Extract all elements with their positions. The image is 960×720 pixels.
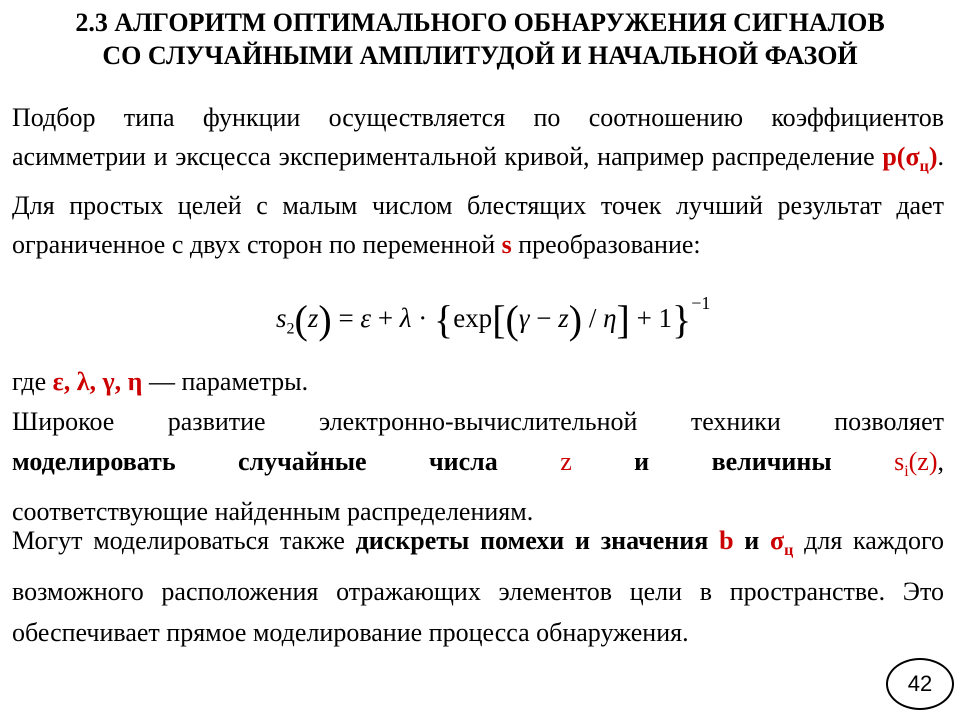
f-pow: −1 [691, 293, 711, 313]
paragraph-params [12, 366, 944, 398]
f-z1: z [307, 303, 319, 333]
f-s: s [276, 303, 287, 333]
f-z2: z [558, 303, 569, 333]
transform-formula [276, 293, 710, 343]
discretes-lead: Могут моделироваться также [12, 526, 356, 555]
params-tail: — параметры. [142, 367, 309, 396]
params-lead: где [12, 367, 53, 396]
slide-title [0, 6, 960, 72]
f-plus1: + [371, 303, 400, 333]
modeling-line-2 [12, 442, 944, 492]
modeling-comma: , [937, 447, 944, 476]
intro-text-1: Подбор типа функции осуществляется по соотношению коэффициентов асимметрии и эксцесса экспериментальной кривой, например распределение [12, 103, 944, 171]
modeling-line-1: Широкое развитие электронно-вычислительной техники позволяет [12, 407, 944, 436]
f-lbrace: { [434, 297, 454, 342]
f-sub2: 2 [286, 320, 295, 338]
f-lp2: ( [505, 297, 519, 342]
discretes-bold-1: дискреты помехи и значения [355, 526, 720, 555]
params-list: ε, λ, γ, η [52, 367, 143, 396]
si-s: s [894, 447, 905, 476]
f-div: / [582, 303, 604, 333]
f-minus: − [529, 303, 559, 333]
modeling-var-si [894, 447, 938, 481]
discretes-var-b: b [719, 526, 734, 555]
distribution-sub: ц [919, 158, 929, 176]
modeling-line-3: соответствующие найденным распределениям. [12, 497, 534, 527]
paragraph-discretes [12, 520, 944, 653]
f-rp2: ) [568, 297, 583, 342]
modeling-bold-1: моделировать случайные числа [12, 447, 561, 476]
f-rp: ) [318, 297, 332, 342]
f-lam: λ [399, 303, 412, 333]
si-sub: i [904, 463, 909, 481]
f-exp: exp [453, 303, 493, 333]
f-eta: η [603, 303, 617, 333]
distribution-close: ) [928, 142, 938, 171]
si-z: (z) [908, 447, 938, 476]
f-rbrk: ] [616, 297, 630, 342]
discretes-var-sigma [770, 526, 794, 560]
modeling-bold-2: и величины [571, 447, 895, 476]
f-lp: ( [294, 297, 308, 342]
paragraph-intro [12, 98, 944, 264]
page-number-badge [886, 658, 954, 710]
page-number: 42 [907, 671, 933, 696]
f-gam: γ [518, 303, 530, 333]
discretes-bold-2: и [733, 526, 770, 555]
f-lbrk: [ [492, 297, 506, 342]
intro-text-2: . Для простых целей с малым числом блестящих точек лучший результат дает ограниченное с двух сторон по переменной [12, 142, 944, 260]
modeling-var-z: z [560, 447, 572, 476]
title-line-2: СО СЛУЧАЙНЫМИ АМПЛИТУДОЙ И НАЧАЛЬНОЙ ФАЗОЙ [102, 41, 858, 70]
sigma-symbol: σ [770, 526, 785, 555]
distribution-p: p(σ [882, 142, 920, 171]
f-rbrace: } [672, 297, 692, 342]
distribution-symbol [882, 142, 938, 176]
f-eq: = [331, 303, 361, 333]
intro-text-3: преобразование: [511, 230, 701, 260]
f-eps: ε [360, 303, 372, 333]
f-dot: · [411, 303, 434, 333]
sigma-sub: ц [784, 542, 794, 560]
discretes-tail: для каждого возможного расположения отражающих элементов цели в пространстве. Это обеспечивает прямое моделирование процесса обнаружения. [12, 526, 945, 648]
f-plus2: + 1 [629, 303, 673, 333]
title-line-1: 2.3 АЛГОРИТМ ОПТИМАЛЬНОГО ОБНАРУЖЕНИЯ СИГНАЛОВ [75, 8, 885, 37]
paragraph-modeling [12, 402, 944, 532]
variable-s: s [501, 230, 512, 260]
